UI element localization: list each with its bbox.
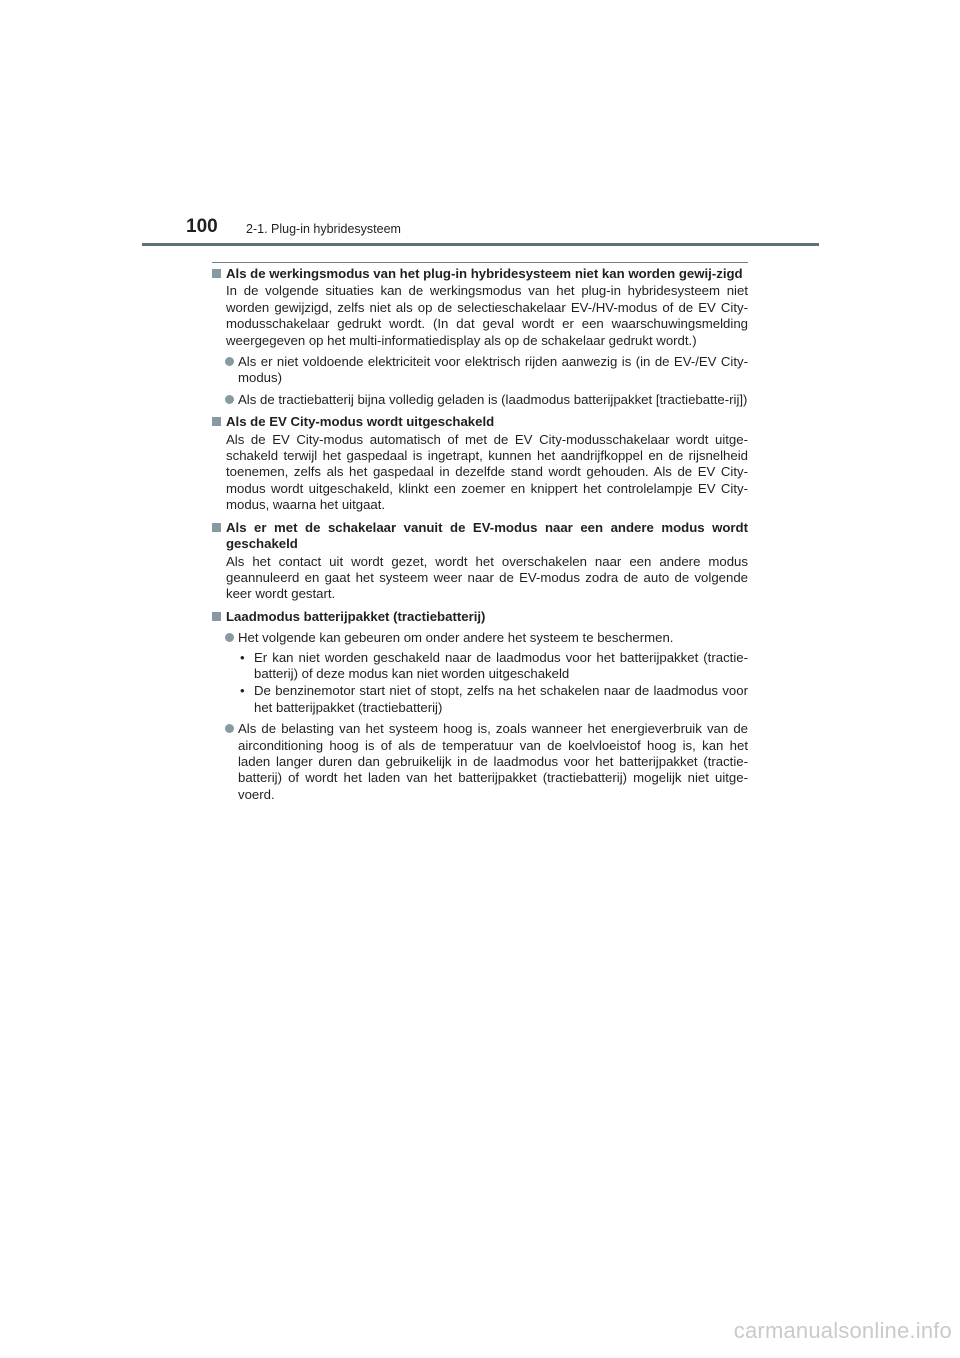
body-paragraph: In de volgende situaties kan de werkingsmodus van het plug-in hybridesysteem niet worden gewijzigd, zelfs niet als op de selectieschakelaar EV-/HV-modus of de EV City-modusschakelaar gedrukt wordt. (In dat geval wordt er een waarschuwingsmelding weergegeven op het multi-informatiedisplay als op de schakelaar gedrukt wordt.) [226,283,748,348]
body-paragraph: Als de EV City-modus automatisch of met de EV City-modusschakelaar wordt uitge-schakeld terwijl het gaspedaal is ingetrapt, kunnen het aandrijfkoppel en de rijsnelheid toenemen, zelfs als het gaspedaal in dezelfde stand wordt gehouden. Als de EV City-modus wordt uitgeschakeld, klinkt een zoemer en knippert het controlelampje EV City-modus, waarna het uitgaat. [226,431,748,513]
list-item-text: Als de belasting van het systeem hoog is, zoals wanneer het energieverbruik van de airconditioning hoog is of als de temperatuur van de koelvloeistof hoog is, kan het laden langer duren dan gebruikelijk in de laadmodus voor het batterijpakket (tractie-batterij) of wordt het laden van het batterijpakket (tractiebatterij) mogelijk niet uitge-voerd. [238,721,748,802]
list-item [212,630,748,646]
heading-text: Als de werkingsmodus van het plug-in hybridesysteem niet kan worden gewij-zigd [226,266,743,281]
watermark: carmanualsonline.info [733,1318,952,1343]
page-number: 100 [186,216,218,237]
header-divider [142,243,819,246]
section-heading [212,266,748,282]
list-item [212,392,748,408]
list-item-text: Als de tractiebatterij bijna volledig geladen is (laadmodus batterijpakket [tractiebatte-rij]) [238,391,748,407]
page-content [212,266,748,803]
heading-text: Als de EV City-modus wordt uitgeschakeld [226,414,495,430]
sub-list-item [212,683,748,716]
square-bullet-icon [212,612,221,621]
sub-list-item [212,650,748,683]
content-divider [212,262,748,263]
sub-bullet-mark: • [240,683,245,699]
heading-text: Als er met de schakelaar vanuit de EV-modus naar een andere modus wordt geschakeld [226,519,748,552]
body-paragraph: Als het contact uit wordt gezet, wordt het overschakelen naar een andere modus geannuleerd en gaat het systeem weer naar de EV-modus zodra de auto de volgende keer wordt gestart. [226,553,748,602]
list-item [212,354,748,387]
list-item-text: Het volgende kan gebeuren om onder andere het systeem te beschermen. [238,630,674,646]
round-bullet-icon [225,395,234,404]
sub-bullet-mark: • [240,649,245,665]
heading-text: Laadmodus batterijpakket (tractiebatterij) [226,608,486,624]
sub-list-item-text: Er kan niet worden geschakeld naar de laadmodus voor het batterijpakket (tractie-batterij) of deze modus kan niet worden uitgeschakeld [254,649,748,681]
square-bullet-icon [212,417,221,426]
round-bullet-icon [225,724,234,733]
section-heading [212,414,748,430]
square-bullet-icon [212,269,221,278]
round-bullet-icon [225,633,234,642]
list-item-text: Als er niet voldoende elektriciteit voor elektrisch rijden aanwezig is (in de EV-/EV City-modus) [238,354,748,386]
sub-list-item-text: De benzinemotor start niet of stopt, zelfs na het schakelen naar de laadmodus voor het batterijpakket (tractiebatterij) [254,683,748,715]
section-heading [212,609,748,625]
square-bullet-icon [212,523,221,532]
section-heading [212,520,748,553]
section-title: 2-1. Plug-in hybridesysteem [246,222,401,236]
page-header [0,0,960,250]
list-item [212,721,748,803]
round-bullet-icon [225,357,234,366]
